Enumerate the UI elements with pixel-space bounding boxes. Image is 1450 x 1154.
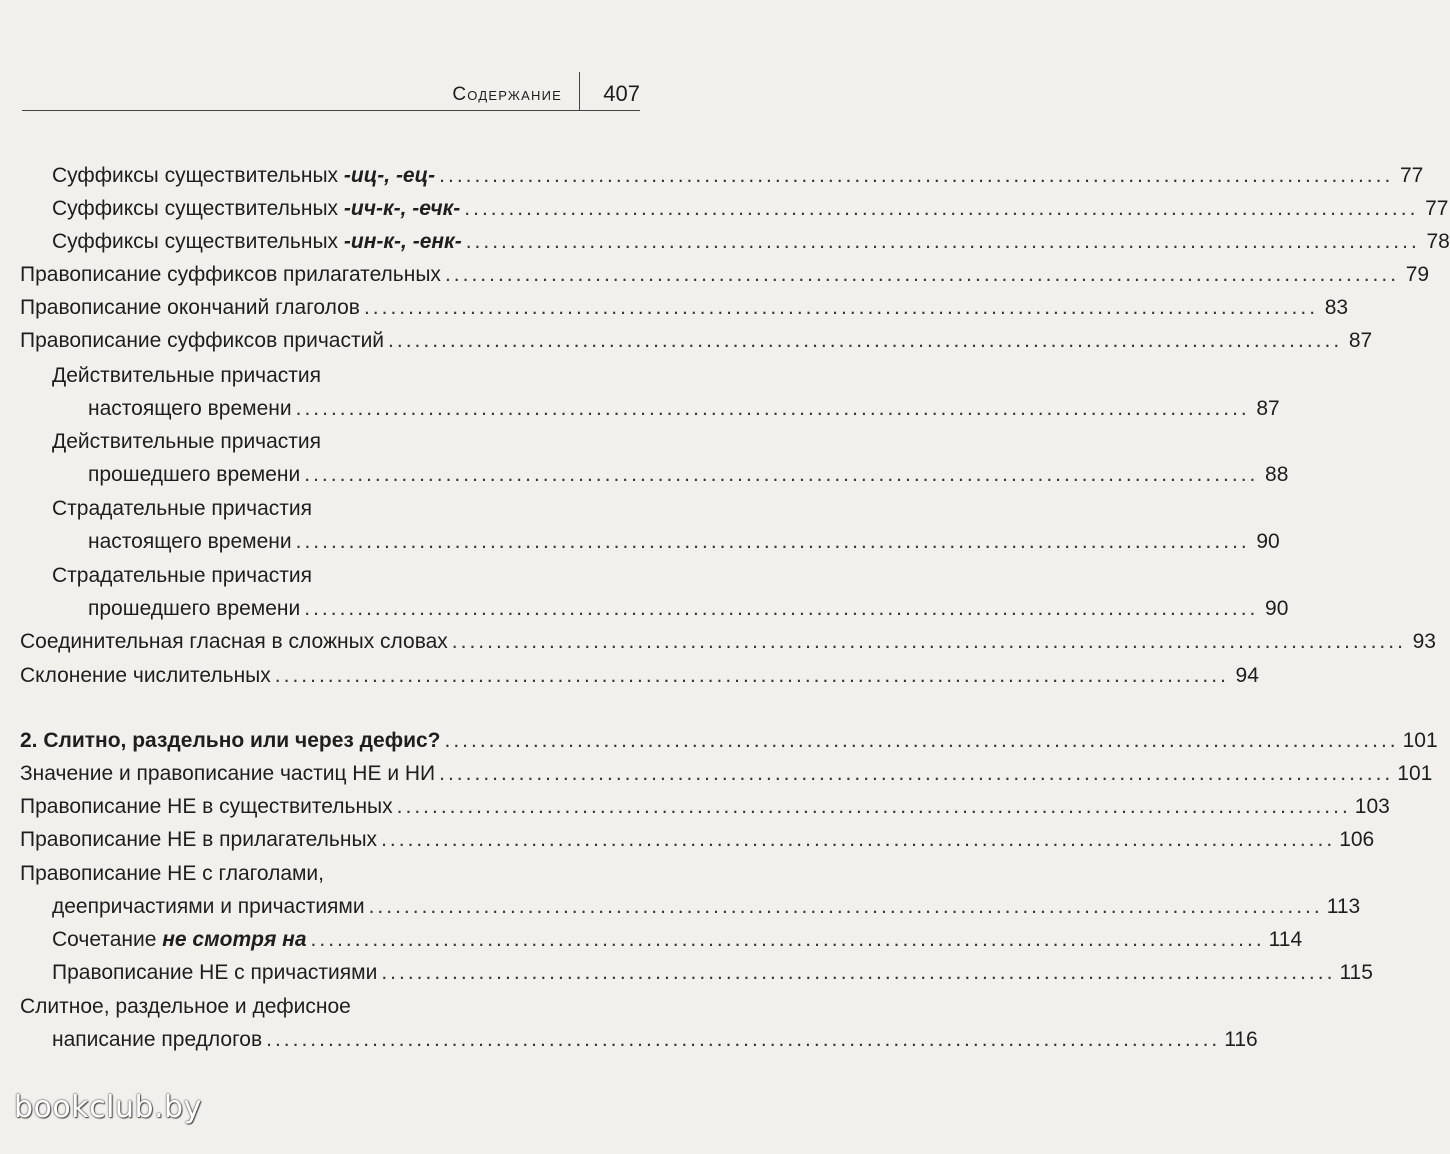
toc-entry-title: Правописание НЕ в существительных (20, 795, 393, 818)
toc-entry-title: Значение и правописание частиц НЕ и НИ (20, 762, 436, 785)
toc-entry-title-cont: деепричастиями и причастиями (52, 895, 365, 918)
toc-entry-title: Правописание суффиксов прилагательных (20, 263, 441, 286)
toc-entry-suffix: -ин-к-, -енк- (343, 230, 462, 253)
watermark-logo: bookclub.by (14, 1090, 202, 1125)
toc-entry-title: Страдательные причастия (52, 497, 312, 520)
toc-entry-title: Склонение числительных (20, 664, 271, 687)
toc-leader-dots: ............................................................................................................ (396, 795, 1351, 818)
toc-entry-title: Правописание суффиксов причастий (20, 329, 385, 352)
toc-entry-title-cont: прошедшего времени (88, 463, 301, 486)
toc-entry-page: 83 (1324, 296, 1349, 319)
toc-leader-dots: ............................................................................................................ (444, 729, 1399, 752)
toc-entry-page: 88 (1265, 463, 1289, 486)
section-title: 2. Слитно, раздельно или через дефис? (20, 729, 441, 752)
toc-entry-title: Суффиксы существительных -ич-к-, -ечк- (52, 197, 461, 220)
toc-entry-title: Действительные причастия (52, 364, 322, 387)
toc-entry-page: 115 (1339, 961, 1373, 984)
toc-entry-title-cont: настоящего времени (88, 530, 292, 553)
toc-entry-page: 90 (1256, 530, 1280, 553)
running-head-page-number: 407 (603, 81, 640, 106)
toc-entry-title: Сочетание не смотря на (52, 928, 307, 951)
toc-leader-dots: ............................................................................................................ (368, 895, 1323, 918)
toc-leader-dots: ............................................................................................................ (439, 762, 1394, 785)
toc-leader-dots: ............................................................................................................ (266, 1028, 1221, 1051)
toc-entry-title: Правописание окончаний глаголов (20, 296, 360, 319)
toc-entry-title: Соединительная гласная в сложных словах (20, 630, 448, 653)
toc-entry-page: 87 (1256, 397, 1280, 420)
toc-entry (0, 1020, 1258, 1060)
toc-entry-page: 77 (1399, 164, 1424, 187)
toc-entry-title-cont: настоящего времени (88, 397, 292, 420)
toc-entry-title: Правописание НЕ с причастиями (52, 961, 378, 984)
toc-entry-title: Правописание НЕ в прилагательных (20, 828, 378, 851)
toc-entry-title: Суффиксы существительных -ин-к-, -енк- (52, 230, 462, 253)
toc-leader-dots: ............................................................................................................ (310, 928, 1265, 951)
toc-leader-dots: ............................................................................................................ (465, 230, 1420, 253)
toc-entry-title: Действительные причастия (52, 430, 322, 453)
toc-entry-title: Суффиксы существительных -иц-, -ец- (52, 164, 436, 187)
toc-leader-dots: ............................................................................................................ (464, 197, 1419, 220)
toc-leader-dots: ............................................................................................................ (451, 630, 1406, 653)
toc-entry-title: Страдательные причастия (52, 564, 312, 587)
toc-entry-page: 113 (1326, 895, 1361, 918)
toc-entry-page: 116 (1224, 1028, 1258, 1051)
toc-leader-dots: ............................................................................................................ (304, 597, 1259, 620)
toc-entry-suffix: -иц-, -ец- (343, 164, 436, 187)
toc-entry-suffix: -ич-к-, -ечк- (343, 197, 461, 220)
toc-entry-page: 106 (1339, 828, 1375, 851)
toc-entry-title-cont: написание предлогов (52, 1028, 263, 1051)
toc-entry-page: 114 (1268, 928, 1303, 951)
toc-entry-page: 94 (1235, 664, 1259, 687)
toc-entry-page: 103 (1354, 795, 1390, 818)
toc-entry-page: 101 (1397, 762, 1433, 785)
toc-leader-dots: ............................................................................................................ (381, 961, 1336, 984)
toc-leader-dots: ............................................................................................................ (274, 664, 1229, 687)
toc-leader-dots: ............................................................................................................ (381, 828, 1336, 851)
toc-leader-dots: ............................................................................................................ (444, 263, 1400, 286)
toc-entry (0, 656, 1259, 696)
toc-leader-dots: ............................................................................................................ (295, 397, 1250, 420)
toc-entry-page: 79 (1405, 263, 1430, 286)
toc-entry-page: 77 (1425, 197, 1449, 220)
toc-entry (0, 321, 1373, 361)
toc-leader-dots: ............................................................................................................ (439, 164, 1394, 187)
toc-leader-dots: ............................................................................................................ (363, 296, 1319, 319)
toc-entry-page: 101 (1402, 729, 1438, 752)
toc-entry-page: 93 (1412, 630, 1436, 653)
running-head-title: Содержание (452, 84, 562, 105)
toc-entry-title: Правописание НЕ с глаголами, (20, 862, 324, 885)
toc-entry-page: 87 (1348, 329, 1373, 352)
toc-entry-italic-phrase: не смотря на (162, 928, 307, 951)
toc-leader-dots: ............................................................................................................ (304, 463, 1259, 486)
toc-entry-title-cont: прошедшего времени (88, 597, 301, 620)
toc-entry-page: 78 (1426, 230, 1450, 253)
toc-leader-dots: ............................................................................................................ (295, 530, 1250, 553)
toc-entry-title: Слитное, раздельное и дефисное (20, 995, 351, 1018)
toc-entry-page: 90 (1265, 597, 1289, 620)
toc-leader-dots: ............................................................................................................ (388, 329, 1343, 352)
